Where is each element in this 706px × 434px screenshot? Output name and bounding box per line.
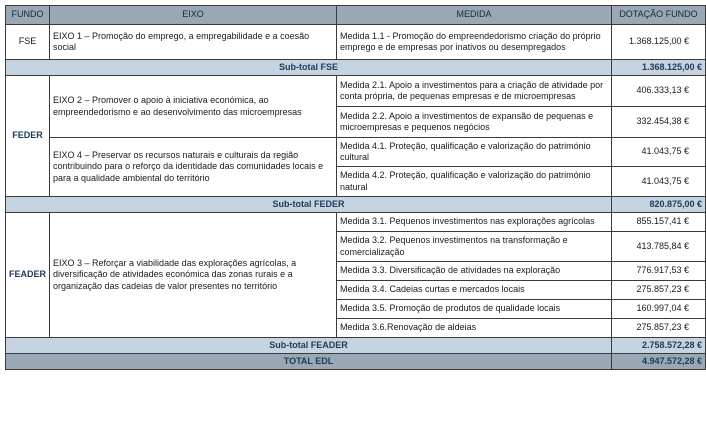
eixo-cell: EIXO 1 – Promoção do emprego, a empregabilidade e a coesão social bbox=[50, 25, 337, 60]
medida-cell: Medida 3.4. Cadeias curtas e mercados locais bbox=[337, 281, 612, 300]
eixo-cell: EIXO 2 – Promover o apoio à iniciativa económica, ao empreendedorismo e ao desenvolvimento das microempresas bbox=[50, 76, 337, 138]
subtotal-label: Sub-total FSE bbox=[6, 60, 612, 76]
value-cell: 275.857,23 € bbox=[611, 281, 705, 300]
table-row bbox=[6, 138, 706, 167]
medida-cell: Medida 2.1. Apoio a investimentos para a criação de atividade por conta própria, de pequenas empresas e de microempresas bbox=[337, 76, 612, 107]
subtotal-value: 2.758.572,28 € bbox=[611, 338, 705, 354]
subtotal-value: 1.368.125,00 € bbox=[611, 60, 705, 76]
table-container bbox=[5, 5, 706, 370]
table-row bbox=[6, 76, 706, 107]
subtotal-row-feder bbox=[6, 197, 706, 213]
medida-cell: Medida 2.2. Apoio a investimentos de expansão de pequenas e microempresas e pequenos negócios bbox=[337, 107, 612, 138]
value-cell: 160.997,04 € bbox=[611, 300, 705, 319]
value-cell: 332.454,38 € bbox=[611, 107, 705, 138]
value-cell: 413.785,84 € bbox=[611, 232, 705, 262]
header-fundo: FUNDO bbox=[6, 6, 50, 25]
medida-cell: Medida 3.2. Pequenos investimentos na transformação e comercialização bbox=[337, 232, 612, 262]
value-cell: 41.043,75 € bbox=[611, 167, 705, 197]
total-label: TOTAL EDL bbox=[6, 354, 612, 370]
header-eixo: EIXO bbox=[50, 6, 337, 25]
eixo-cell: EIXO 3 – Reforçar a viabilidade das explorações agrícolas, a diversificação de atividades económica das zonas rurais e a organização das cadeias de valor presentes no território bbox=[50, 213, 337, 338]
value-cell: 1.368.125,00 € bbox=[611, 25, 705, 60]
subtotal-row-fse bbox=[6, 60, 706, 76]
medida-cell: Medida 4.1. Proteção, qualificação e valorização do património cultural bbox=[337, 138, 612, 167]
table-row bbox=[6, 213, 706, 232]
header-dotacao: DOTAÇÃO FUNDO bbox=[611, 6, 705, 25]
subtotal-row-feader bbox=[6, 338, 706, 354]
total-row bbox=[6, 354, 706, 370]
medida-cell: Medida 3.5. Promoção de produtos de qualidade locais bbox=[337, 300, 612, 319]
value-cell: 776.917,53 € bbox=[611, 262, 705, 281]
medida-cell: Medida 3.6.Renovação de aldeias bbox=[337, 319, 612, 338]
value-cell: 855.157,41 € bbox=[611, 213, 705, 232]
table-row bbox=[6, 25, 706, 60]
fund-cell-fse: FSE bbox=[6, 25, 50, 60]
medida-cell: Medida 3.3. Diversificação de atividades na exploração bbox=[337, 262, 612, 281]
medida-cell: Medida 3.1. Pequenos investimentos nas explorações agrícolas bbox=[337, 213, 612, 232]
value-cell: 406.333,13 € bbox=[611, 76, 705, 107]
eixo-cell: EIXO 4 – Preservar os recursos naturais e culturais da região contribuindo para o reforço da identidade das comunidades locais e para a qualidade ambiental do território bbox=[50, 138, 337, 197]
fund-cell-feader: FEADER bbox=[6, 213, 50, 338]
header-row bbox=[6, 6, 706, 25]
subtotal-value: 820.875,00 € bbox=[611, 197, 705, 213]
subtotal-label: Sub-total FEDER bbox=[6, 197, 612, 213]
budget-table bbox=[5, 5, 706, 370]
subtotal-label: Sub-total FEADER bbox=[6, 338, 612, 354]
medida-cell: Medida 4.2. Proteção, qualificação e valorização do património natural bbox=[337, 167, 612, 197]
value-cell: 41.043,75 € bbox=[611, 138, 705, 167]
value-cell: 275.857,23 € bbox=[611, 319, 705, 338]
header-medida: MEDIDA bbox=[337, 6, 612, 25]
total-value: 4.947.572,28 € bbox=[611, 354, 705, 370]
medida-cell: Medida 1.1 - Promoção do empreendedorismo criação do próprio emprego e de empresas por inativos ou desempregados bbox=[337, 25, 612, 60]
fund-cell-feder: FEDER bbox=[6, 76, 50, 197]
